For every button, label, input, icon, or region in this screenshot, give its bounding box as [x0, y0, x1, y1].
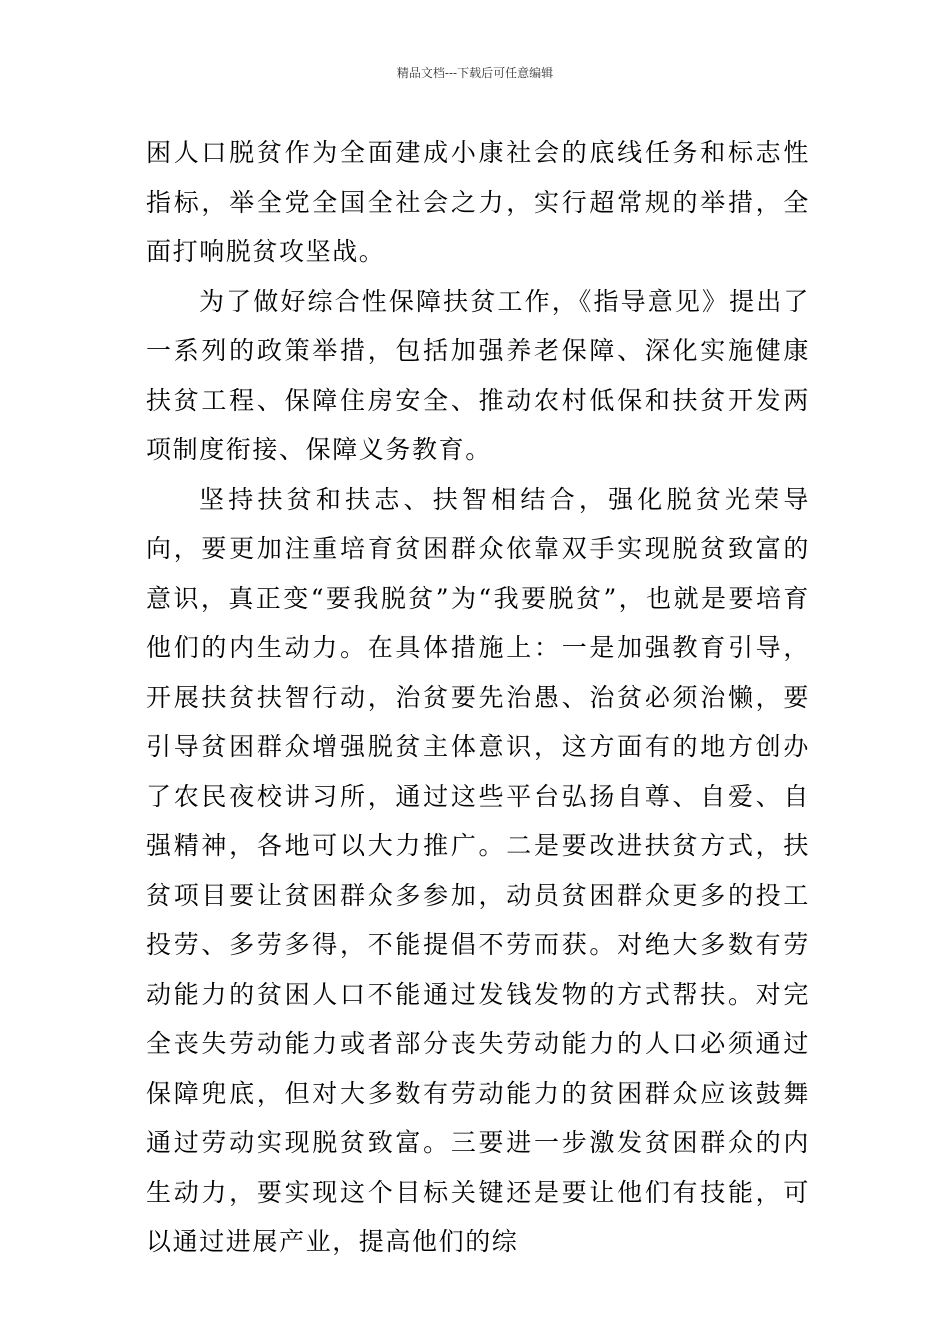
page-header: 精品文档---下载后可任意编辑	[396, 66, 554, 80]
paragraph-1: 困人口脱贫作为全面建成小康社会的底线任务和标志性指标，举全党全国全社会之力，实行超常规的举措，全面打响脱贫攻坚战。	[146, 138, 810, 266]
paragraph-3: 坚持扶贫和扶志、扶智相结合，强化脱贫光荣导向，要更加注重培育贫困群众依靠双手实现脱贫致富的意识，真正变“要我脱贫”为“我要脱贫”，也就是要培育他们的内生动力。在具体措施上：一是加强教育引导，开展扶贫扶智行动，治贫要先治愚、治贫必须治懒，要引导贫困群众增强脱贫主体意识，这方面有的地方创办了农民夜校讲习所，通过这些平台弘扬自尊、自爱、自强精神，各地可以大力推广。二是要改进扶贫方式，扶贫项目要让贫困群众多参加，动员贫困群众更多的投工投劳、多劳多得，不能提倡不劳而获。对绝大多数有劳动能力的贫困人口不能通过发钱发物的方式帮扶。对完全丧失劳动能力或者部分丧失劳动能力的人口必须通过保障兜底，但对大多数有劳动能力的贫困群众应该鼓舞通过劳动实现脱贫致富。三要进一步激发贫困群众的内生动力，要实现这个目标关键还是要让他们有技能，可以通过进展产业，提高他们的综	[146, 484, 810, 1256]
paragraph-2: 为了做好综合性保障扶贫工作，《指导意见》提出了一系列的政策举措，包括加强养老保障、深化实施健康扶贫工程、保障住房安全、推动农村低保和扶贫开发两项制度衔接、保障义务教育。	[146, 286, 810, 464]
body-text	[146, 128, 810, 1267]
